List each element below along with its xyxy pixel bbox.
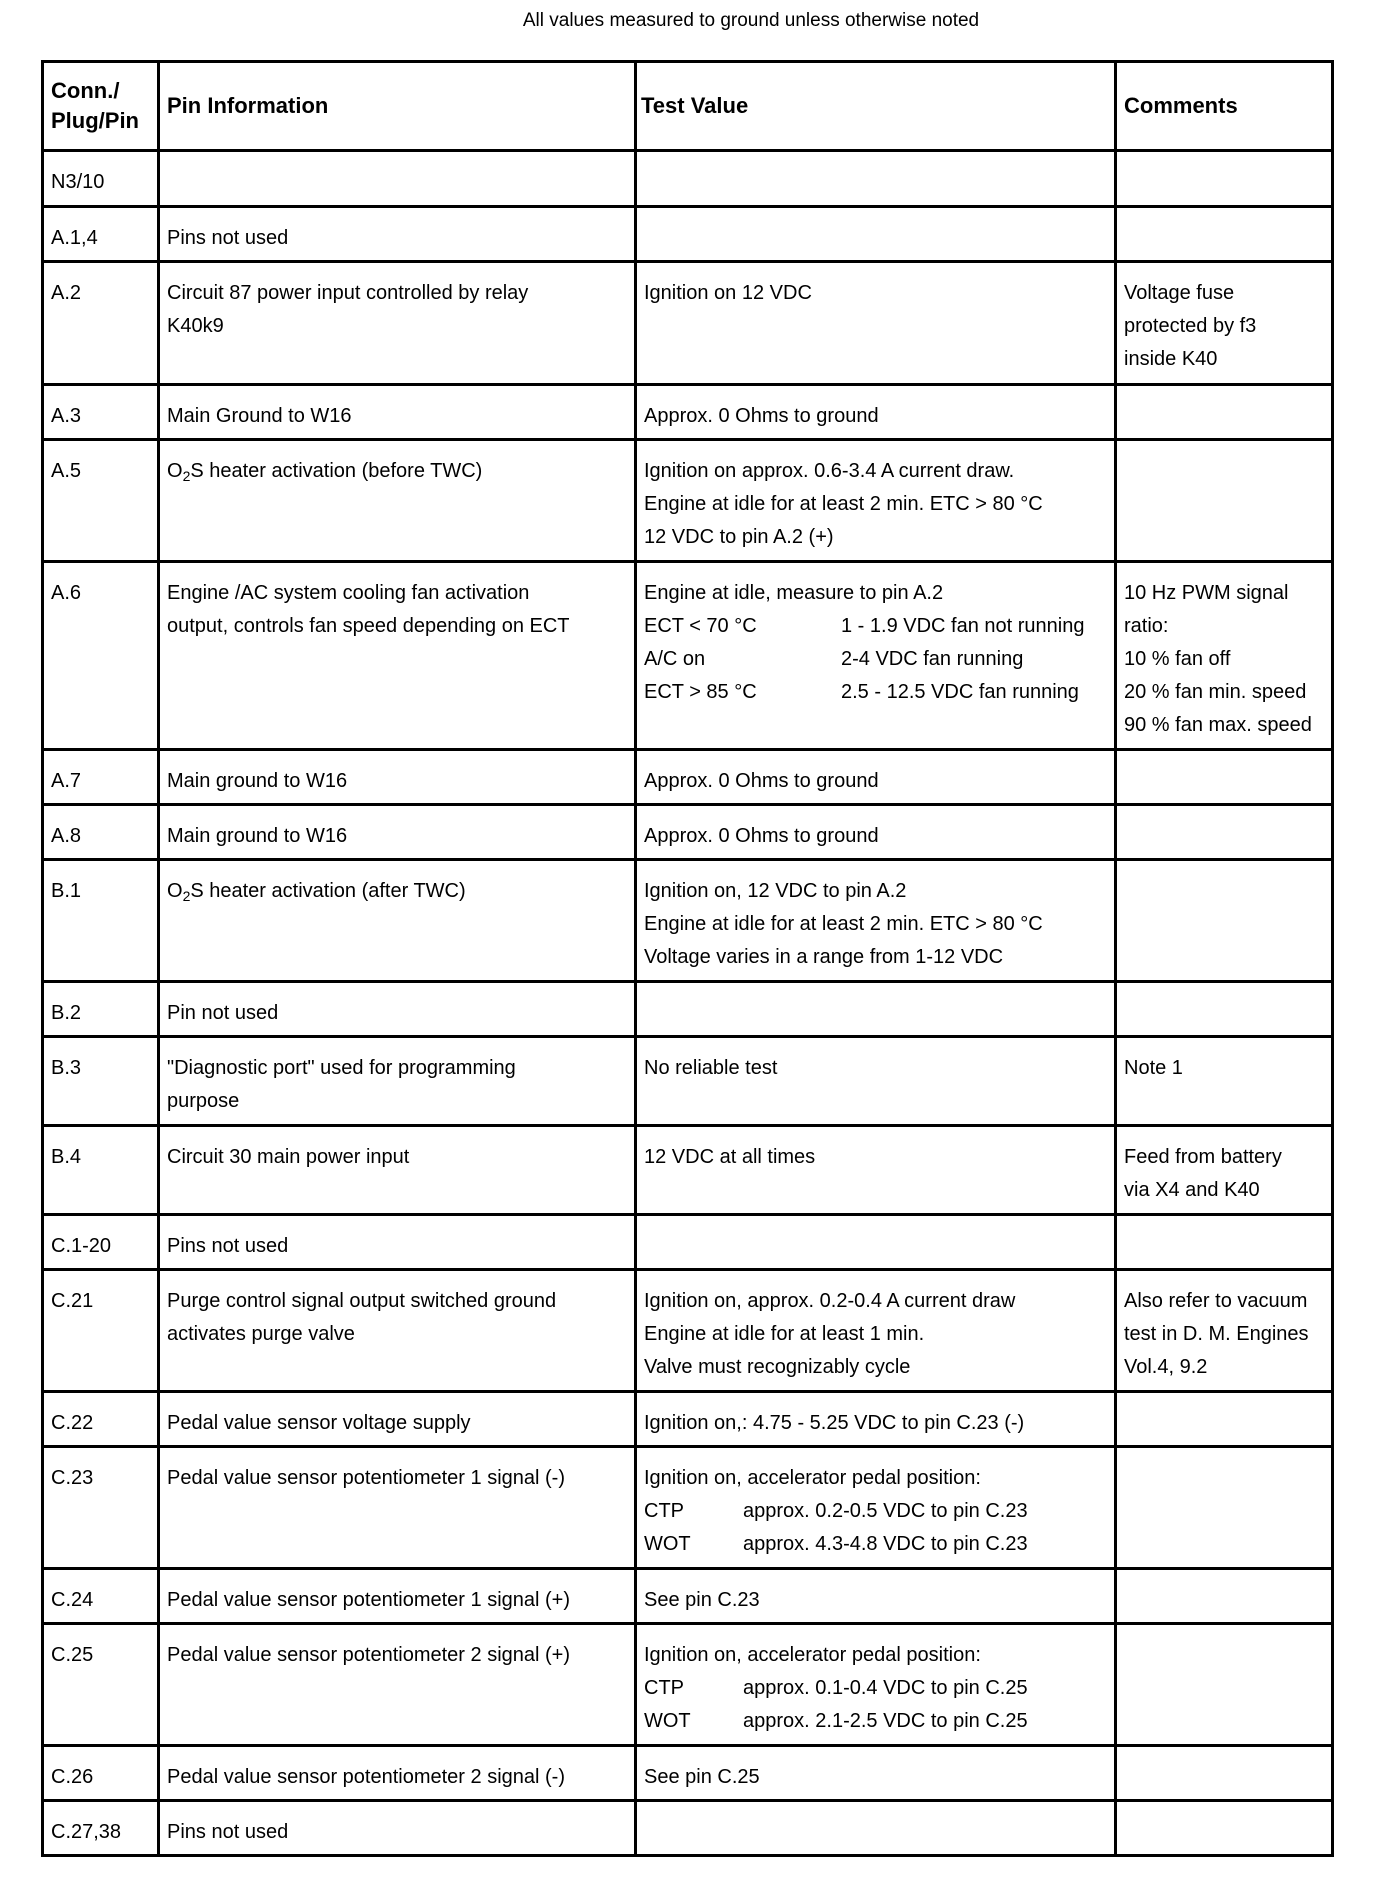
test-value-cell	[636, 207, 1116, 262]
table-row	[43, 1215, 1333, 1270]
test-value-cell	[636, 1624, 1116, 1746]
table-row	[43, 262, 1333, 385]
test-value-line: Approx. 0 Ohms to ground	[644, 405, 879, 427]
test-condition-value: approx. 0.1-0.4 VDC to pin C.25	[743, 1677, 1028, 1699]
pin-cell	[43, 805, 159, 860]
test-value-cell	[636, 440, 1116, 562]
pin-info-cell	[159, 207, 636, 262]
test-value-line: Ignition on 12 VDC	[644, 282, 812, 304]
pin-cell	[43, 385, 159, 440]
pin-id: C.1-20	[51, 1235, 112, 1257]
test-condition-value: approx. 0.2-0.5 VDC to pin C.23	[743, 1500, 1028, 1522]
pin-info-line: Pins not used	[167, 227, 289, 249]
pin-info-cell	[159, 805, 636, 860]
pin-id: A.3	[51, 405, 82, 427]
test-value-line: Ignition on, accelerator pedal position:	[644, 1467, 981, 1489]
table-row	[43, 750, 1333, 805]
table-row	[43, 805, 1333, 860]
pin-info-line: Pedal value sensor potentiometer 1 signal (+)	[167, 1589, 571, 1611]
comments-cell	[1116, 805, 1333, 860]
pin-id: A.8	[51, 825, 82, 847]
table-row	[43, 1801, 1333, 1856]
comments-cell	[1116, 385, 1333, 440]
test-condition-line	[644, 610, 1107, 643]
pin-info-cell	[159, 151, 636, 207]
test-value-line: Ignition on, accelerator pedal position:	[644, 1644, 981, 1666]
table-row	[43, 1746, 1333, 1801]
table-body	[43, 151, 1333, 1856]
test-value-cell	[636, 1270, 1116, 1392]
pin-info-line: Pedal value sensor potentiometer 2 signal (+)	[167, 1644, 571, 1666]
pin-cell	[43, 440, 159, 562]
test-value-line: Engine at idle for at least 2 min. ETC > 80 °C	[644, 493, 1043, 515]
pin-cell	[43, 1126, 159, 1215]
test-value-line: Valve must recognizably cycle	[644, 1356, 911, 1378]
pin-info-line: Engine /AC system cooling fan activation	[167, 582, 530, 604]
comments-cell	[1116, 207, 1333, 262]
table-note: All values measured to ground unless otherwise noted	[522, 10, 980, 31]
comments-cell	[1116, 982, 1333, 1037]
header-row	[43, 62, 1333, 151]
pin-cell	[43, 1746, 159, 1801]
test-value-line: Engine at idle for at least 2 min. ETC > 80 °C	[644, 913, 1043, 935]
pin-info-line: activates purge valve	[167, 1323, 355, 1345]
table-row	[43, 1447, 1333, 1569]
test-value-cell	[636, 1801, 1116, 1856]
test-value-cell	[636, 1569, 1116, 1624]
pin-info-line: $O_2S$ heater activation (after TWC)	[167, 880, 466, 904]
table-row	[43, 1569, 1333, 1624]
test-value-line: Ignition on, 12 VDC to pin A.2	[644, 880, 907, 902]
comments-cell	[1116, 1746, 1333, 1801]
pin-table	[41, 60, 1334, 1857]
pin-info-cell	[159, 1624, 636, 1746]
pin-info-line: Pedal value sensor voltage supply	[167, 1412, 471, 1434]
pin-info-cell	[159, 860, 636, 982]
pin-cell	[43, 1270, 159, 1392]
pin-info-cell	[159, 385, 636, 440]
pin-info-cell	[159, 1037, 636, 1126]
header-test: Test Value	[636, 62, 1116, 151]
pin-id: C.23	[51, 1467, 94, 1489]
comments-cell	[1116, 1037, 1333, 1126]
pin-cell	[43, 1037, 159, 1126]
header-comments: Comments	[1116, 62, 1333, 151]
pin-info-line: Pin not used	[167, 1002, 279, 1024]
test-condition-line	[644, 676, 1107, 709]
table-row	[43, 562, 1333, 750]
pin-info-line: Main Ground to W16	[167, 405, 352, 427]
test-condition-value: approx. 4.3-4.8 VDC to pin C.23	[743, 1533, 1028, 1555]
comments-cell	[1116, 750, 1333, 805]
comments-cell	[1116, 262, 1333, 385]
pin-cell	[43, 1447, 159, 1569]
test-value-cell	[636, 151, 1116, 207]
comments-cell	[1116, 1215, 1333, 1270]
test-value-line: Engine at idle, measure to pin A.2	[644, 582, 944, 604]
pin-id: C.25	[51, 1644, 94, 1666]
test-condition-line	[644, 1528, 1107, 1561]
comments-cell	[1116, 1126, 1333, 1215]
table-row	[43, 440, 1333, 562]
pin-info-line: Pedal value sensor potentiometer 1 signal (-)	[167, 1467, 565, 1489]
pin-id: A.2	[51, 282, 82, 304]
pin-cell	[43, 1215, 159, 1270]
test-value-cell	[636, 1215, 1116, 1270]
comments-cell	[1116, 1569, 1333, 1624]
comments-cell	[1116, 562, 1333, 750]
test-condition: CTP	[644, 1677, 684, 1699]
test-condition-line	[644, 1672, 1107, 1705]
pin-id: N3/10	[51, 171, 105, 193]
pin-info-cell	[159, 1126, 636, 1215]
comment-line: Feed from battery	[1124, 1146, 1282, 1168]
test-value-line: 12 VDC to pin A.2 (+)	[644, 526, 834, 548]
pin-info-cell	[159, 1270, 636, 1392]
pin-id: A.6	[51, 582, 82, 604]
test-value-cell	[636, 750, 1116, 805]
pin-info-cell	[159, 1447, 636, 1569]
test-condition: ECT > 85 °C	[644, 681, 757, 703]
table-row	[43, 1037, 1333, 1126]
comment-line: inside K40	[1124, 348, 1218, 370]
comment-line: test in D. M. Engines	[1124, 1323, 1309, 1345]
pin-info-line: Purge control signal output switched ground	[167, 1290, 557, 1312]
test-condition-line	[644, 1705, 1107, 1738]
pin-info-cell	[159, 1569, 636, 1624]
pin-info-line: Circuit 30 main power input	[167, 1146, 410, 1168]
pin-info-cell	[159, 1215, 636, 1270]
table-row	[43, 207, 1333, 262]
comments-cell	[1116, 1392, 1333, 1447]
pin-id: B.4	[51, 1146, 82, 1168]
test-condition-line	[644, 643, 1107, 676]
pin-id: A.1,4	[51, 227, 98, 249]
test-value-line: Voltage varies in a range from 1-12 VDC	[644, 946, 1004, 968]
comment-line: 20 % fan min. speed	[1124, 681, 1307, 703]
test-value-cell	[636, 1447, 1116, 1569]
pin-info-line: "Diagnostic port" used for programming	[167, 1057, 516, 1079]
test-value-cell	[636, 262, 1116, 385]
pin-cell	[43, 860, 159, 982]
test-value-cell	[636, 1126, 1116, 1215]
pin-info-line: purpose	[167, 1090, 240, 1112]
pin-cell	[43, 562, 159, 750]
pin-cell	[43, 982, 159, 1037]
table-row	[43, 860, 1333, 982]
test-value-line: Ignition on, approx. 0.2-0.4 A current draw	[644, 1290, 1016, 1312]
test-value-cell	[636, 385, 1116, 440]
comment-line: protected by f3	[1124, 315, 1257, 337]
test-value-cell	[636, 860, 1116, 982]
pin-id: B.3	[51, 1057, 82, 1079]
comment-line: via X4 and K40	[1124, 1179, 1260, 1201]
pin-info-cell	[159, 262, 636, 385]
test-value-cell	[636, 1392, 1116, 1447]
test-condition: ECT < 70 °C	[644, 615, 757, 637]
table-row	[43, 1126, 1333, 1215]
pin-cell	[43, 750, 159, 805]
test-value-line: Approx. 0 Ohms to ground	[644, 770, 879, 792]
table-row	[43, 385, 1333, 440]
test-value-line: See pin C.23	[644, 1589, 760, 1611]
test-value-line: 12 VDC at all times	[644, 1146, 816, 1168]
comments-cell	[1116, 1447, 1333, 1569]
pin-cell	[43, 1569, 159, 1624]
pin-info-cell	[159, 1392, 636, 1447]
comment-line: 90 % fan max. speed	[1124, 714, 1312, 736]
pin-id: C.22	[51, 1412, 94, 1434]
comments-cell	[1116, 1801, 1333, 1856]
test-condition: A/C on	[644, 648, 706, 670]
pin-cell	[43, 151, 159, 207]
pin-info-cell	[159, 1801, 636, 1856]
table-row	[43, 1624, 1333, 1746]
pin-info-cell	[159, 750, 636, 805]
test-condition-line	[644, 1495, 1107, 1528]
comments-cell	[1116, 440, 1333, 562]
pin-id: A.5	[51, 460, 82, 482]
test-value-line: Engine at idle for at least 1 min.	[644, 1323, 925, 1345]
comment-line: Note 1	[1124, 1057, 1183, 1079]
comment-line: Vol.4, 9.2	[1124, 1356, 1208, 1378]
header-info: Pin Information	[159, 62, 636, 151]
pin-info-line: Main ground to W16	[167, 825, 348, 847]
test-value-line: See pin C.25	[644, 1766, 760, 1788]
pin-info-line: K40k9	[167, 315, 224, 337]
table-row	[43, 1270, 1333, 1392]
comment-line: ratio:	[1124, 615, 1169, 637]
pin-cell	[43, 207, 159, 262]
test-condition: WOT	[644, 1533, 691, 1555]
pin-cell	[43, 1624, 159, 1746]
test-value-line: No reliable test	[644, 1057, 778, 1079]
pin-id: A.7	[51, 770, 82, 792]
test-condition-value: 2-4 VDC fan running	[841, 648, 1024, 670]
pin-id: B.1	[51, 880, 82, 902]
header-conn: Conn./ Plug/Pin	[43, 62, 159, 151]
table-row	[43, 982, 1333, 1037]
test-value-cell	[636, 562, 1116, 750]
test-condition: CTP	[644, 1500, 684, 1522]
test-value-cell	[636, 1746, 1116, 1801]
comment-line: Voltage fuse	[1124, 282, 1235, 304]
test-value-line: Approx. 0 Ohms to ground	[644, 825, 879, 847]
comment-line: 10 % fan off	[1124, 648, 1231, 670]
pin-info-cell	[159, 562, 636, 750]
comment-line: Also refer to vacuum	[1124, 1290, 1308, 1312]
test-value-cell	[636, 1037, 1116, 1126]
test-value-line: Ignition on approx. 0.6-3.4 A current draw.	[644, 460, 1015, 482]
test-condition-value: approx. 2.1-2.5 VDC to pin C.25	[743, 1710, 1028, 1732]
pin-id: C.24	[51, 1589, 94, 1611]
pin-info-line: Main ground to W16	[167, 770, 348, 792]
pin-info-line: Pedal value sensor potentiometer 2 signal (-)	[167, 1766, 565, 1788]
test-condition: WOT	[644, 1710, 691, 1732]
test-value-cell	[636, 982, 1116, 1037]
test-value-cell	[636, 805, 1116, 860]
comments-cell	[1116, 1624, 1333, 1746]
pin-info-line: $O_2S$ heater activation (before TWC)	[167, 460, 483, 484]
pin-info-line: Circuit 87 power input controlled by relay	[167, 282, 529, 304]
pin-cell	[43, 1392, 159, 1447]
test-value-line: Ignition on,: 4.75 - 5.25 VDC to pin C.23 (-)	[644, 1412, 1025, 1434]
pin-cell	[43, 262, 159, 385]
comments-cell	[1116, 860, 1333, 982]
test-condition-value: 1 - 1.9 VDC fan not running	[841, 615, 1085, 637]
test-condition-value: 2.5 - 12.5 VDC fan running	[841, 681, 1079, 703]
pin-id: C.21	[51, 1290, 94, 1312]
pin-id: C.26	[51, 1766, 94, 1788]
pin-id: C.27,38	[51, 1821, 122, 1843]
pin-info-line: Pins not used	[167, 1821, 289, 1843]
comments-cell	[1116, 1270, 1333, 1392]
pin-info-line: Pins not used	[167, 1235, 289, 1257]
table-row	[43, 151, 1333, 207]
pin-id: B.2	[51, 1002, 82, 1024]
pin-info-cell	[159, 982, 636, 1037]
table-row	[43, 1392, 1333, 1447]
pin-cell	[43, 1801, 159, 1856]
pin-info-cell	[159, 1746, 636, 1801]
comments-cell	[1116, 151, 1333, 207]
pin-info-line: output, controls fan speed depending on ECT	[167, 615, 570, 637]
pin-info-cell	[159, 440, 636, 562]
comment-line: 10 Hz PWM signal	[1124, 582, 1289, 604]
